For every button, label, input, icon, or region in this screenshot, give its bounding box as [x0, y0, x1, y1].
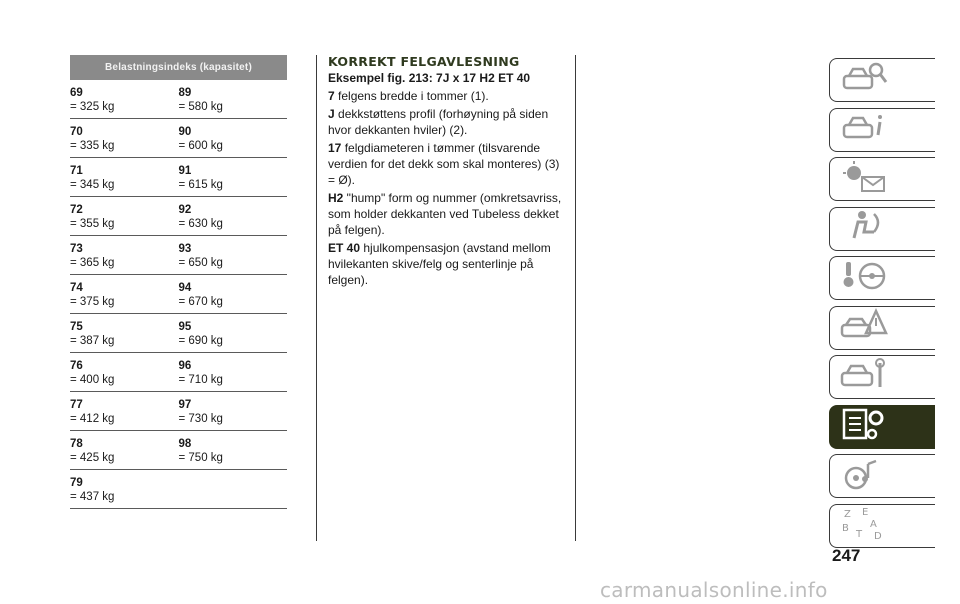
definition-term: H2 — [328, 191, 344, 205]
table-row — [70, 275, 287, 314]
table-row — [70, 158, 287, 197]
definition-item — [328, 106, 564, 138]
svg-text:Z: Z — [844, 509, 851, 520]
definition-text: felgens bredde i tommer (1). — [334, 89, 489, 103]
definition-text: felgdiameteren i tømmer (tilsvarende verdien for det dekk som skal monteres) (3) = Ø). — [328, 141, 560, 187]
definition-item — [328, 240, 564, 288]
chapter-tab-1[interactable] — [829, 58, 935, 102]
definition-term: 7 — [328, 89, 335, 103]
table-cell-right — [179, 437, 288, 469]
load-index: 95 — [178, 321, 192, 333]
car-crash-warning-icon — [840, 307, 890, 348]
table-cell-left — [70, 242, 179, 274]
load-index: 74 — [70, 282, 83, 294]
column-divider-left — [316, 55, 317, 541]
chapter-tab-5[interactable] — [829, 256, 935, 300]
load-index: 90 — [178, 126, 192, 138]
chapter-tab-6[interactable] — [829, 306, 935, 350]
car-wrench-icon — [840, 357, 890, 398]
svg-text:E: E — [862, 507, 869, 518]
chapter-tab-4[interactable] — [829, 207, 935, 251]
table-header: Belastningsindeks (kapasitet) — [70, 55, 287, 80]
table-cell-left — [70, 281, 179, 313]
chapter-tab-9[interactable] — [829, 454, 935, 498]
load-capacity: = 365 kg — [70, 257, 115, 269]
example-heading: Eksempel fig. 213: 7J x 17 H2 ET 40 — [328, 71, 531, 85]
car-info-icon — [840, 109, 890, 150]
table-body — [70, 80, 287, 509]
definition-text: hjulkompensasjon (avstand mellom hvilekanten skive/felg og senterlinje på felgen). — [328, 241, 551, 287]
load-capacity: = 600 kg — [178, 140, 223, 152]
load-index: 92 — [178, 204, 192, 216]
load-index: 76 — [70, 360, 83, 372]
table-cell-right — [179, 86, 288, 118]
table-cell-left — [70, 203, 179, 235]
definition-term: J — [328, 107, 335, 121]
table-row — [70, 353, 287, 392]
definition-text: "hump" form og nummer (omkretsavriss, som holder dekkanten ved Tubeless dekket på felgen). — [328, 191, 562, 237]
load-index: 79 — [70, 477, 83, 489]
load-index: 98 — [178, 438, 192, 450]
table-cell-left — [70, 437, 179, 469]
load-capacity: = 425 kg — [70, 452, 115, 464]
table-cell-right — [179, 125, 288, 157]
table-cell-right — [179, 242, 288, 274]
load-index: 91 — [178, 165, 192, 177]
load-capacity: = 690 kg — [178, 335, 223, 347]
load-index: 72 — [70, 204, 83, 216]
watermark: carmanualsonline.info — [600, 578, 828, 602]
table-cell-right — [179, 164, 288, 196]
load-index: 96 — [178, 360, 192, 372]
load-index-table — [70, 55, 287, 509]
load-capacity: = 400 kg — [70, 374, 115, 386]
rim-reading-section — [328, 54, 564, 290]
table-cell-left — [70, 359, 179, 391]
section-title: KORREKT FELGAVLESNING — [328, 54, 520, 69]
definition-term: 17 — [328, 141, 342, 155]
definition-text: dekkstøttens profil (forhøyning på siden hvor dekkanten hviler) (2). — [328, 107, 549, 137]
table-row — [70, 431, 287, 470]
seat-airbag-icon — [840, 208, 890, 249]
load-index: 73 — [70, 243, 83, 255]
load-index: 97 — [178, 399, 192, 411]
table-cell-left — [70, 320, 179, 352]
load-capacity: = 670 kg — [178, 296, 223, 308]
chapter-tab-8[interactable] — [829, 405, 935, 449]
load-capacity: = 730 kg — [178, 413, 223, 425]
chapter-tabs — [829, 58, 935, 553]
chapter-tab-10[interactable] — [829, 504, 935, 548]
load-index: 75 — [70, 321, 83, 333]
table-row — [70, 80, 287, 119]
load-capacity: = 580 kg — [178, 101, 223, 113]
table-cell-left — [70, 476, 179, 508]
load-index: 93 — [178, 243, 192, 255]
load-index: 89 — [178, 87, 192, 99]
svg-text:T: T — [856, 529, 863, 540]
table-row — [70, 392, 287, 431]
load-index: 77 — [70, 399, 83, 411]
load-capacity: = 387 kg — [70, 335, 115, 347]
table-cell-right — [179, 281, 288, 313]
load-capacity: = 650 kg — [178, 257, 223, 269]
load-capacity: = 412 kg — [70, 413, 115, 425]
table-cell-left — [70, 125, 179, 157]
chapter-tab-3[interactable] — [829, 157, 935, 201]
definition-item — [328, 190, 564, 238]
key-steering-wheel-icon — [840, 258, 890, 299]
warning-light-envelope-icon — [840, 159, 890, 200]
table-row — [70, 119, 287, 158]
table-row — [70, 197, 287, 236]
table-cell-right — [179, 398, 288, 430]
table-cell-left — [70, 398, 179, 430]
table-row — [70, 314, 287, 353]
load-capacity: = 345 kg — [70, 179, 115, 191]
definition-term: ET 40 — [328, 241, 361, 255]
load-capacity: = 710 kg — [178, 374, 223, 386]
load-capacity: = 355 kg — [70, 218, 115, 230]
chapter-tab-2[interactable] — [829, 108, 935, 152]
load-capacity: = 615 kg — [178, 179, 223, 191]
table-cell-left — [70, 164, 179, 196]
table-row — [70, 236, 287, 275]
load-capacity: = 437 kg — [70, 491, 115, 503]
load-capacity: = 750 kg — [178, 452, 223, 464]
definition-item — [328, 88, 564, 104]
load-capacity: = 375 kg — [70, 296, 115, 308]
svg-text:D: D — [874, 531, 882, 541]
specs-gear-icon — [840, 406, 890, 447]
definition-list — [328, 88, 564, 288]
load-index: 78 — [70, 438, 83, 450]
table-cell-left — [70, 86, 179, 118]
car-magnifier-icon — [840, 60, 890, 101]
load-capacity: = 630 kg — [178, 218, 223, 230]
multimedia-icon — [840, 456, 890, 497]
load-index: 94 — [178, 282, 192, 294]
column-divider-right — [575, 55, 576, 541]
load-capacity: = 325 kg — [70, 101, 115, 113]
table-cell-right — [179, 203, 288, 235]
load-index: 69 — [70, 87, 83, 99]
page-number: 247 — [832, 546, 861, 565]
alphabet-index-icon — [840, 505, 890, 546]
load-capacity: = 335 kg — [70, 140, 115, 152]
table-row — [70, 470, 287, 509]
definition-item — [328, 140, 564, 188]
svg-text:A: A — [870, 519, 877, 530]
svg-text:B: B — [842, 523, 849, 534]
chapter-tab-7[interactable] — [829, 355, 935, 399]
table-cell-right — [179, 476, 288, 508]
table-cell-right — [179, 359, 288, 391]
load-index: 70 — [70, 126, 83, 138]
load-index: 71 — [70, 165, 83, 177]
table-cell-right — [179, 320, 288, 352]
